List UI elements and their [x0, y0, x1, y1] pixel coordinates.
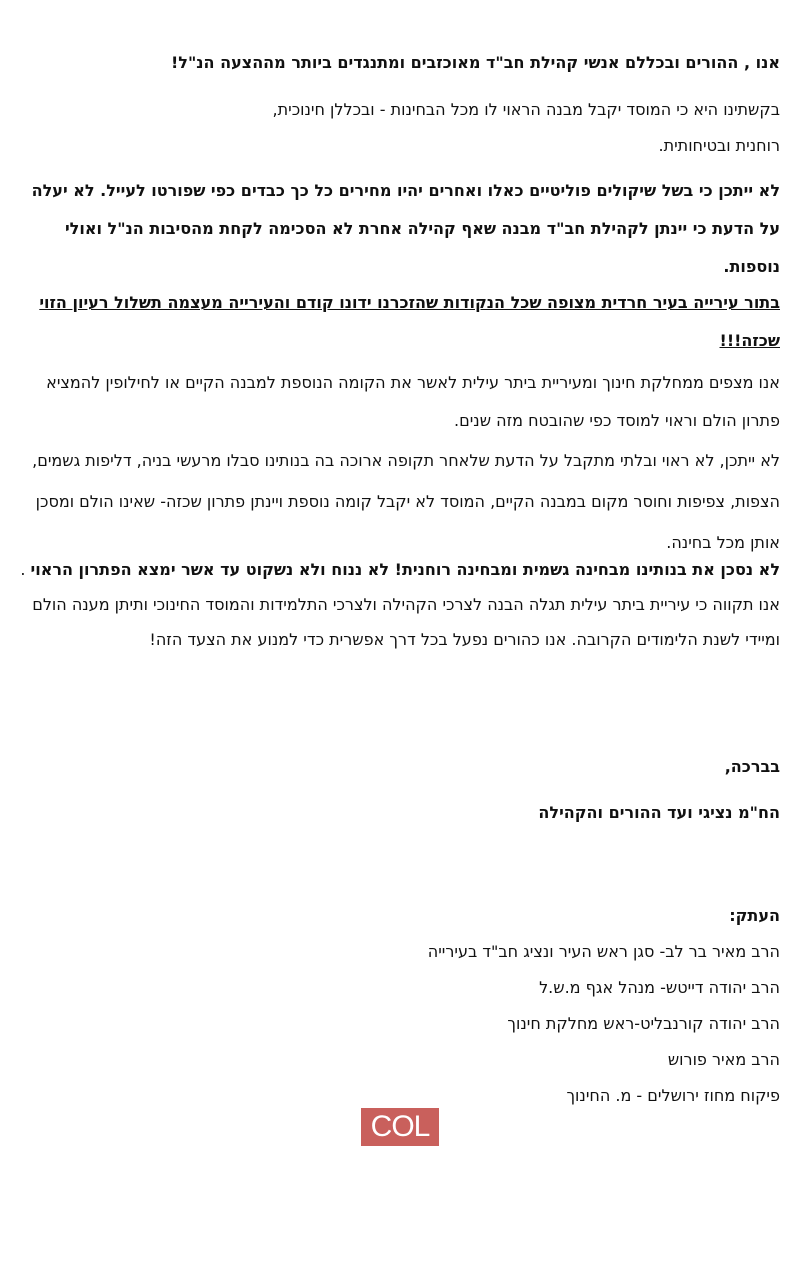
request-text-line-2: רוחנית ובטיחותית.: [658, 136, 780, 155]
closing-bold-text: לא נסכן את בנותינו מבחינה גשמית ומבחינה רוחנית! לא ננוח ולא נשקוט עד אשר ימצא הפתרון הראוי: [30, 560, 780, 579]
closing-regular-text: . אנו תקווה כי עיריית ביתר עילית תגלה הבנה לצרכי הקהילה ולצרכי התלמידות והמוסד החינוכי ותיתן מענה הולם ומיידי לשנת הלימודים הקרובה. אנו כהורים נפעל בכל דרך אפשרית כדי למנוע את הצעד הזה!: [20, 560, 780, 649]
request-text-line-1: בקשתינו היא כי המוסד יקבל מבנה הראוי לו מכל הבחינות - ובכללן חינוכית,: [272, 100, 780, 119]
expectation-paragraph: [20, 364, 780, 440]
cc-list: [20, 898, 780, 1114]
col-watermark-logo: COL: [361, 1108, 439, 1146]
cc-item: הרב יהודה קורנבליט-ראש מחלקת חינוך: [507, 1014, 780, 1033]
cc-item: הרב יהודה דייטש- מנהל אגף מ.ש.ל: [539, 978, 780, 997]
signature-text: הח"מ נציגי ועד ההורים והקהילה: [538, 803, 780, 822]
cc-item: הרב מאיר פורוש: [667, 1050, 780, 1069]
cc-title: העתק:: [729, 906, 780, 925]
closing-text: [20, 552, 780, 657]
opening-text: אנו , ההורים ובכללם אנשי קהילת חב"ד מאוכזבים ומתנגדים ביותר מההצעה הנ"ל!: [170, 53, 780, 72]
cc-item: פיקוח מחוז ירושלים - מ. החינוך: [566, 1086, 780, 1105]
opening-paragraph: [20, 46, 780, 80]
municipality-paragraph: [20, 284, 780, 360]
complaint-paragraph: [20, 440, 780, 563]
political-paragraph: [20, 172, 780, 286]
municipality-text: בתור עירייה בעיר חרדית מצופה שכל הנקודות שהזכרנו ידונו קודם והעירייה מעצמה תשלול רעיון הזוי שכזה!!!: [39, 293, 780, 350]
cc-item: הרב מאיר בר לב- סגן ראש העיר ונציג חב"ד בעירייה: [427, 942, 780, 961]
signature: [20, 796, 780, 830]
greeting: [20, 750, 780, 784]
greeting-text: בברכה,: [724, 757, 780, 776]
request-paragraph: [20, 92, 780, 164]
expectation-text: אנו מצפים ממחלקת חינוך ומעיריית ביתר עילית לאשר את הקומה הנוספת למבנה הקיים או לחילופין להמציא פתרון הולם וראוי למוסד כפי שהובטח מזה שנים.: [46, 373, 780, 430]
political-text: לא ייתכן כי בשל שיקולים פוליטיים כאלו ואחרים יהיו מחירים כל כך כבדים כפי שפורטו לעייל. לא יעלה על הדעת כי יינתן לקהילת חב"ד מבנה שאף קהילה אחרת לא הסכימה לקחת מהסיבות הנ"ל ואולי נוספות.: [31, 181, 780, 276]
complaint-text: לא ייתכן, לא ראוי ובלתי מתקבל על הדעת שלאחר תקופה ארוכה בה בנותינו סבלו מרעשי בניה, דליפות גשמים, הצפות, צפיפות וחוסר מקום במבנה הקיים, המוסד לא יקבל קומה נוספת ויינתן פתרון שכזה- שאינו הולם ומסכן אותן מכל בחינה.: [32, 451, 780, 552]
closing-paragraph: [20, 552, 780, 657]
